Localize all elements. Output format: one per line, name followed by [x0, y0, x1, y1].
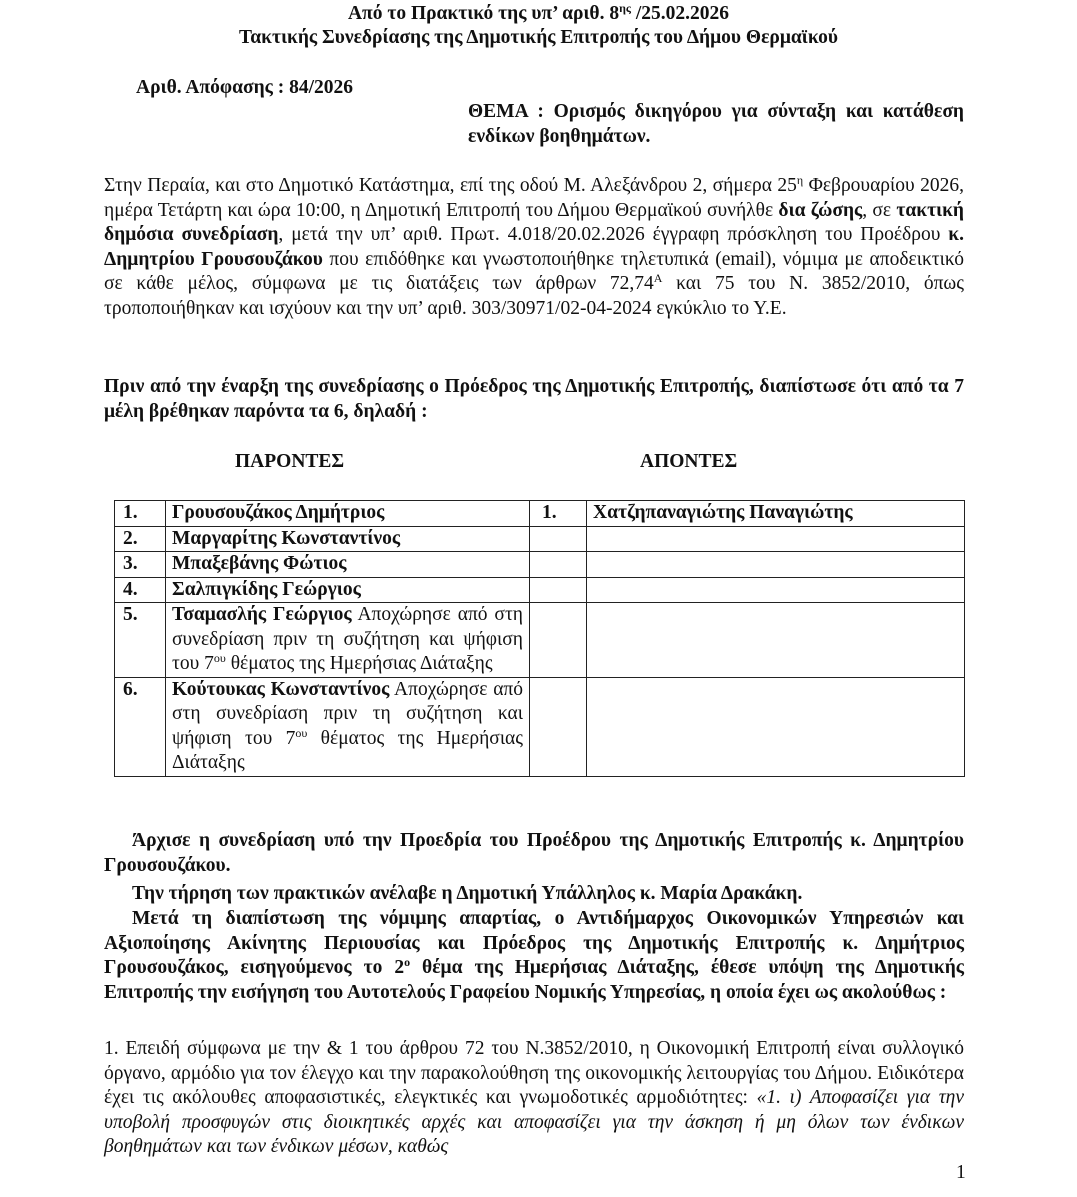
point-1-text: 1. Επειδή σύμφωνα με την & 1 του άρθρου 72 του Ν.3852/2010, η Οικονομική Επιτροπή είναι συλλογικό όργανο, αρμόδιο για τον έλεγχο και την παρακολούθηση της οικονομικής λειτουργίας του Δήμου. Ειδικότερα έχει τις ακόλουθες αποφασιστικές, ελεγκτικές και γνωμοδοτικές αρμοδιότητες:	[104, 1038, 964, 1108]
present-name: Μαργαρίτης Κωνσταντίνος	[166, 526, 530, 552]
present-num: 2.	[115, 526, 166, 552]
absent-num	[530, 603, 587, 678]
intro-text: Φεβρουαρίου 2026, ημέρα Τετάρτη και ώρα 10:00, η Δημοτική Επιτροπή του Δήμου Θερμαϊκού συνήλθε	[104, 175, 964, 221]
absent-name	[587, 552, 965, 578]
point-1-quote: «1. ι) Αποφασίζει για την υποβολή προσφυγών στις διοικητικές αρχές και αποφασίζει για την άσκηση ή μη όλων των ένδικων βοηθημάτων και των ένδικων μέσων, καθώς	[104, 1087, 965, 1157]
header-text: Από το Πρακτικό της υπ’ αριθ. 8	[347, 3, 620, 24]
header-date: /25.02.2026	[631, 3, 730, 24]
quorum-paragraph: Πριν από την έναρξη της συνεδρίασης ο Πρόεδρος της Δημοτικής Επιτροπής, διαπίστωσε ότι από τα 7 μέλη βρέθηκαν παρόντα τα 6, δηλαδή :	[104, 376, 964, 422]
table-row	[115, 603, 965, 678]
absent-heading: ΑΠΟΝΤΕΣ	[640, 451, 738, 472]
intro-paragraph	[104, 174, 964, 321]
present-name: Γρουσουζάκος Δημήτριος	[166, 501, 530, 527]
intro-sup: η	[796, 173, 804, 187]
member-note-sup: ου	[213, 651, 226, 665]
table-row	[115, 526, 965, 552]
absent-name	[587, 526, 965, 552]
member-note: Αποχώρησε από στη συνεδρίαση πριν τη συζήτηση και ψήφιση του 7	[172, 678, 524, 749]
present-name	[166, 677, 530, 776]
member-name: Κούτουκας Κωνσταντίνος	[172, 678, 390, 700]
present-name	[166, 603, 530, 678]
intro-sup: Α	[653, 271, 663, 285]
minutes-header-line2: Τακτικής Συνεδρίασης της Δημοτικής Επιτροπής του Δήμου Θερμαϊκού	[239, 27, 838, 48]
session-start-paragraph: Άρχισε η συνεδρίαση υπό την Προεδρία του Προέδρου της Δημοτικής Επιτροπής κ. Δημητρίου Γρουσουζάκου.	[104, 830, 964, 876]
page-number: 1	[956, 1162, 966, 1183]
intro-bold: τακτική δημόσια συνεδρίαση	[104, 199, 965, 245]
present-name: Μπαξεβάνης Φώτιος	[166, 552, 530, 578]
member-note-sup: ου	[295, 725, 308, 740]
intro-bold: δια ζώσης	[778, 199, 863, 221]
absent-name	[587, 577, 965, 603]
member-note: Αποχώρησε από στη συνεδρίαση πριν τη συζήτηση και ψήφιση του 7	[172, 604, 523, 674]
present-num: 4.	[115, 577, 166, 603]
header-superscript: ης	[619, 1, 631, 15]
attendance-table	[114, 500, 965, 777]
present-num: 3.	[115, 552, 166, 578]
present-num: 1.	[115, 501, 166, 527]
table-row	[115, 577, 965, 603]
absent-num	[530, 677, 587, 776]
member-note: θέματος της Ημερήσιας Διάταξης	[225, 653, 493, 674]
table-row	[115, 501, 965, 527]
present-num: 5.	[115, 603, 166, 678]
absent-name: Χατζηπαναγιώτης Παναγιώτης	[587, 501, 965, 527]
rapporteur-text: θέμα της Ημερήσιας Διάταξης, έθεσε υπόψη της Δημοτικής Επιτροπής την εισήγηση του Αυτοτελούς Γραφείου Νομικής Υπηρεσίας, η οποία έχει ως ακολούθως :	[104, 957, 964, 1003]
table-row	[115, 552, 965, 578]
rapporteur-paragraph	[104, 907, 964, 1005]
intro-text: , σε	[862, 199, 897, 221]
intro-text: Στην Περαία, και στο Δημοτικό Κατάστημα, επί της οδού Μ. Αλεξάνδρου 2, σήμερα 25	[104, 175, 797, 196]
present-heading: ΠΑΡΟΝΤΕΣ	[235, 451, 345, 472]
subject: ΘΕΜΑ : Ορισμός δικηγόρου για σύνταξη και κατάθεση ενδίκων βοηθημάτων.	[468, 101, 964, 147]
present-num: 6.	[115, 677, 166, 776]
absent-num	[530, 552, 587, 578]
point-1-paragraph	[104, 1037, 964, 1160]
absent-num	[530, 577, 587, 603]
absent-name	[587, 677, 965, 776]
member-name: Τσαμασλής Γεώργιος	[172, 604, 352, 625]
absent-num	[530, 526, 587, 552]
table-row	[115, 677, 965, 776]
absent-name	[587, 603, 965, 678]
decision-number: Αριθ. Απόφασης : 84/2026	[136, 77, 354, 98]
intro-text: , μετά την υπ’ αριθ. Πρωτ. 4.018/20.02.2026 έγγραφη πρόσκληση του Προέδρου	[278, 224, 949, 245]
intro-text: που επιδόθηκε και γνωστοποιήθηκε τηλετυπικά (email), νόμιμα με αποδεικτικό σε κάθε μέλος, σύμφωνα με τις διατάξεις των άρθρων 72,74	[104, 248, 964, 294]
rapporteur-text: Μετά τη διαπίστωση της νόμιμης απαρτίας, ο Αντιδήμαρχος Οικονομικών Υπηρεσιών και Αξιοποίησης Ακίνητης Περιουσίας και Πρόεδρος της Δημοτικής Επιτροπής κ. Δημήτριος Γρουσουζάκος, εισηγούμενος το 2	[104, 908, 964, 978]
present-name: Σαλπιγκίδης Γεώργιος	[166, 577, 530, 603]
intro-bold: κ. Δημητρίου Γρουσουζάκου	[104, 224, 964, 270]
minutes-keeper-paragraph: Την τήρηση των πρακτικών ανέλαβε η Δημοτική Υπάλληλος κ. Μαρία Δρακάκη.	[132, 883, 803, 904]
intro-text: και 75 του Ν. 3852/2010, όπως τροποποιήθηκαν και ισχύουν και την υπ’ αριθ. 303/30971/02-04-2024 εγκύκλιο το Υ.Ε.	[104, 273, 964, 319]
absent-num: 1.	[530, 501, 587, 527]
minutes-header-line1	[0, 2, 1077, 27]
member-note: θέματος της Ημερήσιας Διάταξης	[172, 727, 523, 773]
rapporteur-sup: ο	[404, 955, 411, 969]
